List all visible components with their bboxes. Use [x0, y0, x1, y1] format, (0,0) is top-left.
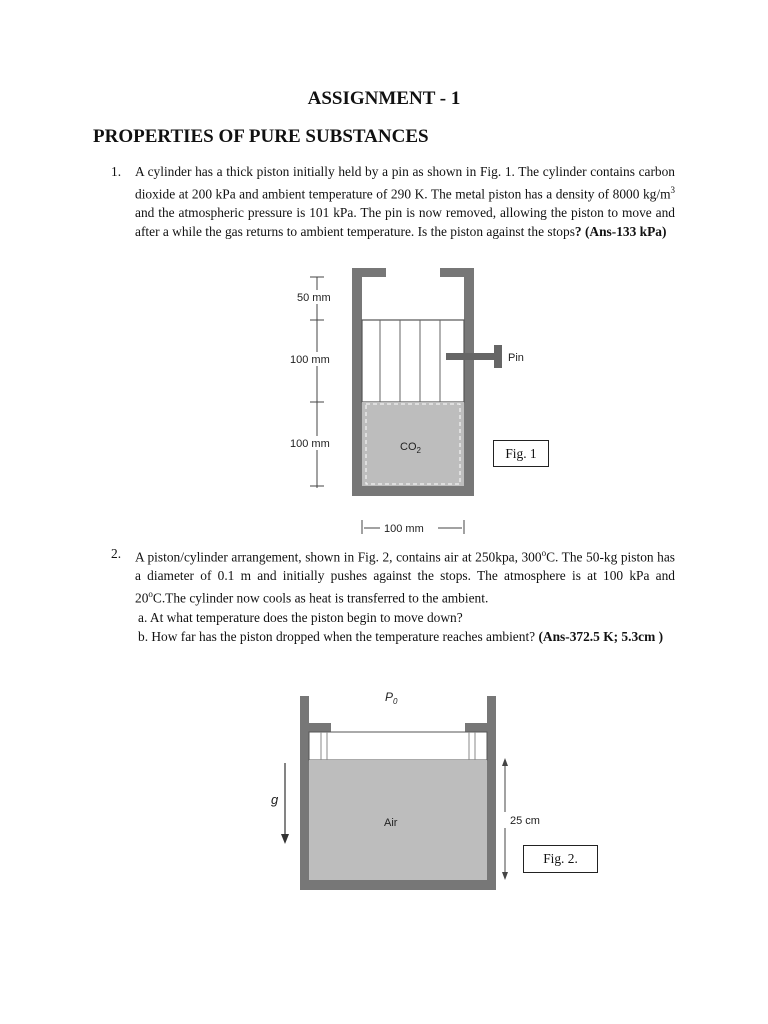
q1-superscript: 3 — [670, 185, 675, 195]
air-region — [309, 760, 487, 880]
p0-label: $P_0$ — [385, 690, 398, 706]
q1-text-b: and the atmospheric pressure is 101 kPa. The pin is now removed, allowing the piston to move and after a while the gas returns to ambient temperature. Is the piston against the stops — [135, 205, 675, 240]
figure-2-caption: Fig. 2. — [523, 845, 598, 873]
dim-50mm-label: 50 mm — [297, 292, 331, 304]
q2-degree-2: o — [148, 589, 153, 600]
q2-text-c: C.The cylinder now cools as heat is transferred to the ambient. — [152, 590, 489, 606]
cylinder2-right-wall — [487, 696, 496, 890]
right-stop-cap — [440, 268, 464, 277]
air-label: Air — [384, 817, 398, 829]
dim-width-label: 100 mm — [384, 523, 424, 535]
cylinder-bottom — [352, 486, 474, 496]
pin — [446, 353, 496, 360]
figure-1-caption: Fig. 1 — [493, 440, 549, 467]
q2-part-b-text: b. How far has the piston dropped when the temperature reaches ambient? — [138, 628, 539, 644]
question-2-part-a: a. At what temperature does the piston begin to move down? — [138, 609, 463, 625]
question-2-part-b — [138, 627, 675, 646]
left-stop — [309, 723, 331, 732]
question-1-number: 1. — [111, 164, 122, 179]
cylinder-right-wall — [464, 268, 474, 496]
gravity-arrow-icon — [281, 834, 289, 844]
cylinder2-bottom — [300, 880, 496, 890]
left-stop-cap — [362, 268, 386, 277]
q2-text-a: A piston/cylinder arrangement, shown in Fig. 2, contains air at 250kpa, 300 — [135, 549, 542, 565]
dim-100mm-bottom-label: 100 mm — [290, 438, 330, 450]
assignment-title: ASSIGNMENT - 1 — [307, 88, 461, 109]
q1-answer: ? (Ans-133 kPa) — [574, 224, 667, 240]
g-label: g — [271, 792, 279, 807]
question-2-text — [135, 544, 675, 608]
height-label: 25 cm — [510, 815, 540, 827]
section-heading: PROPERTIES OF PURE SUBSTANCES — [93, 126, 429, 147]
q2-text-b: C. The 50-kg piston has a diameter of 0.1 m and initially pushes against the stops. The atmosphere is at 100 kPa and 20 — [135, 549, 675, 606]
cylinder2-left-wall — [300, 696, 309, 890]
q2-answer: (Ans-372.5 K; 5.3cm ) — [538, 628, 664, 644]
question-1 — [111, 162, 675, 241]
q2-degree-1: o — [541, 548, 547, 558]
dim-100mm-mid-label: 100 mm — [290, 354, 330, 366]
figure-2 — [265, 688, 555, 898]
pin-label: Pin — [508, 352, 524, 364]
right-stop — [465, 723, 487, 732]
co2-label: $CO_2$ — [400, 441, 421, 455]
question-2 — [111, 544, 675, 646]
piston — [362, 320, 464, 402]
question-2-number: 2. — [111, 546, 122, 561]
cylinder-left-wall — [352, 268, 362, 496]
question-1-text — [135, 162, 675, 241]
q1-text-a: A cylinder has a thick piston initially held by a pin as shown in Fig. 1. The cylinder contains carbon dioxide at 200 kPa and ambient temperature of 290 K. The metal piston has a density of 8000 kg/m — [135, 164, 675, 202]
piston-2 — [309, 732, 487, 760]
